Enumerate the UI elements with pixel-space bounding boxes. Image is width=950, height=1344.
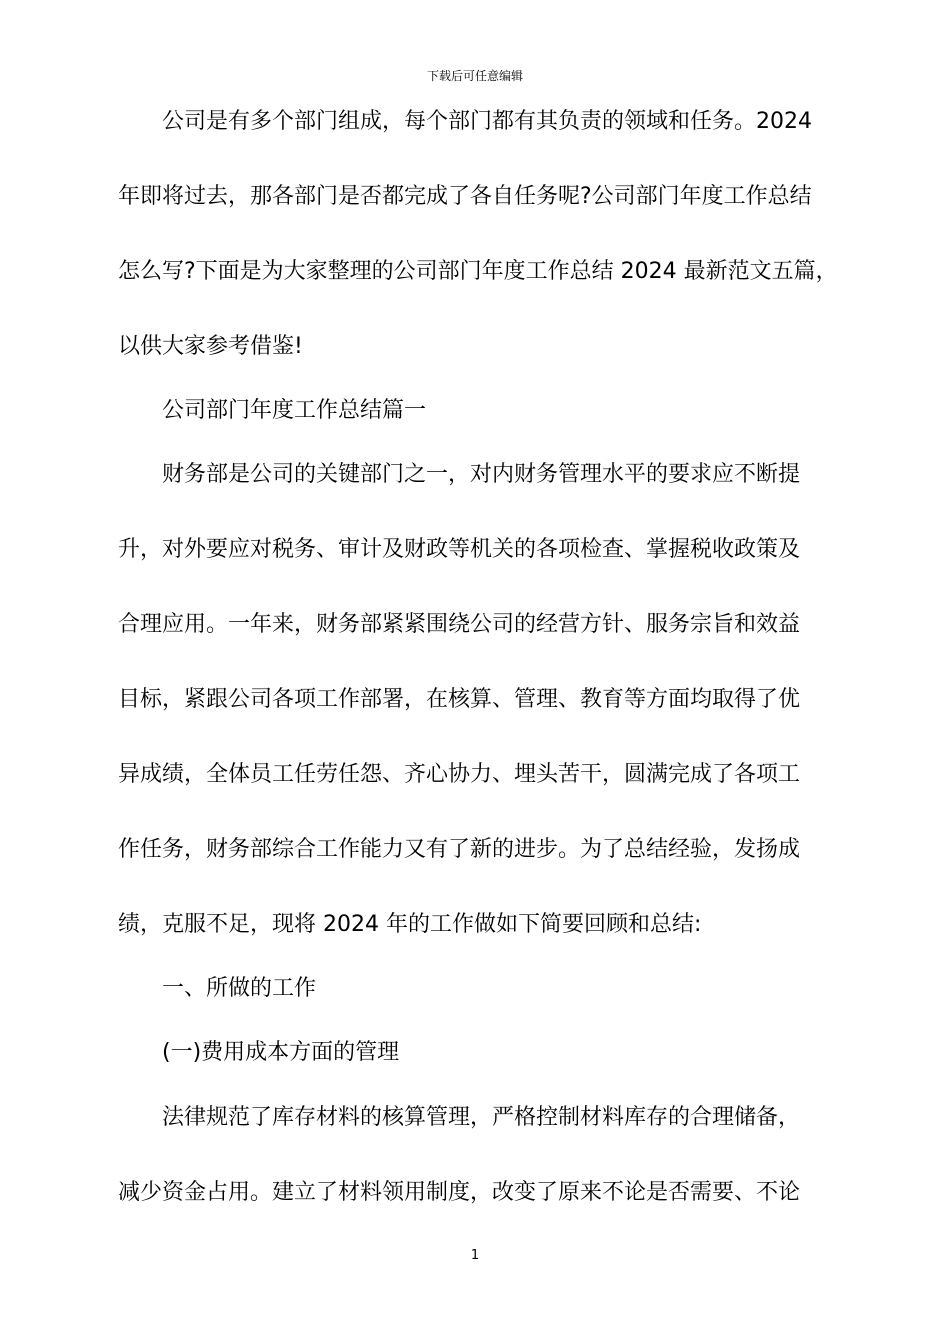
text-line: 公司是有多个部门组成，每个部门都有其负责的领域和任务。2024: [162, 109, 812, 134]
text-line: 法律规范了库存材料的核算管理，严格控制材料库存的合理储备，: [162, 1105, 801, 1130]
subsection-heading: (一)费用成本方面的管理: [162, 1040, 400, 1065]
text-line: 绩，克服不足，现将 2024 年的工作做如下简要回顾和总结:: [118, 912, 702, 937]
text-line: 年即将过去，那各部门是否都完成了各自任务呢?公司部门年度工作总结: [118, 184, 812, 209]
section-heading: 一、所做的工作: [162, 976, 317, 1001]
text-line: 目标，紧跟公司各项工作部署，在核算、管理、教育等方面均取得了优: [118, 687, 801, 712]
text-line: 减少资金占用。建立了材料领用制度，改变了原来不论是否需要、不论: [118, 1180, 801, 1205]
text-line: 合理应用。一年来，财务部紧紧围绕公司的经营方针、服务宗旨和效益: [118, 612, 801, 637]
text-line: 异成绩，全体员工任劳任怨、齐心协力、埋头苦干，圆满完成了各项工: [118, 762, 801, 787]
text-line: 财务部是公司的关键部门之一，对内财务管理水平的要求应不断提: [162, 462, 801, 487]
text-line: 升，对外要应对税务、审计及财政等机关的各项检查、掌握税收政策及: [118, 537, 801, 562]
page-header: 下载后可任意编辑: [426, 69, 523, 83]
page-number: 1: [470, 1248, 480, 1263]
text-line: 怎么写?下面是为大家整理的公司部门年度工作总结 2024 最新范文五篇，: [118, 259, 838, 284]
text-line: 作任务，财务部综合工作能力又有了新的进步。为了总结经验，发扬成: [118, 837, 801, 862]
section-heading: 公司部门年度工作总结篇一: [162, 398, 427, 423]
text-line: 以供大家参考借鉴!: [118, 334, 303, 359]
